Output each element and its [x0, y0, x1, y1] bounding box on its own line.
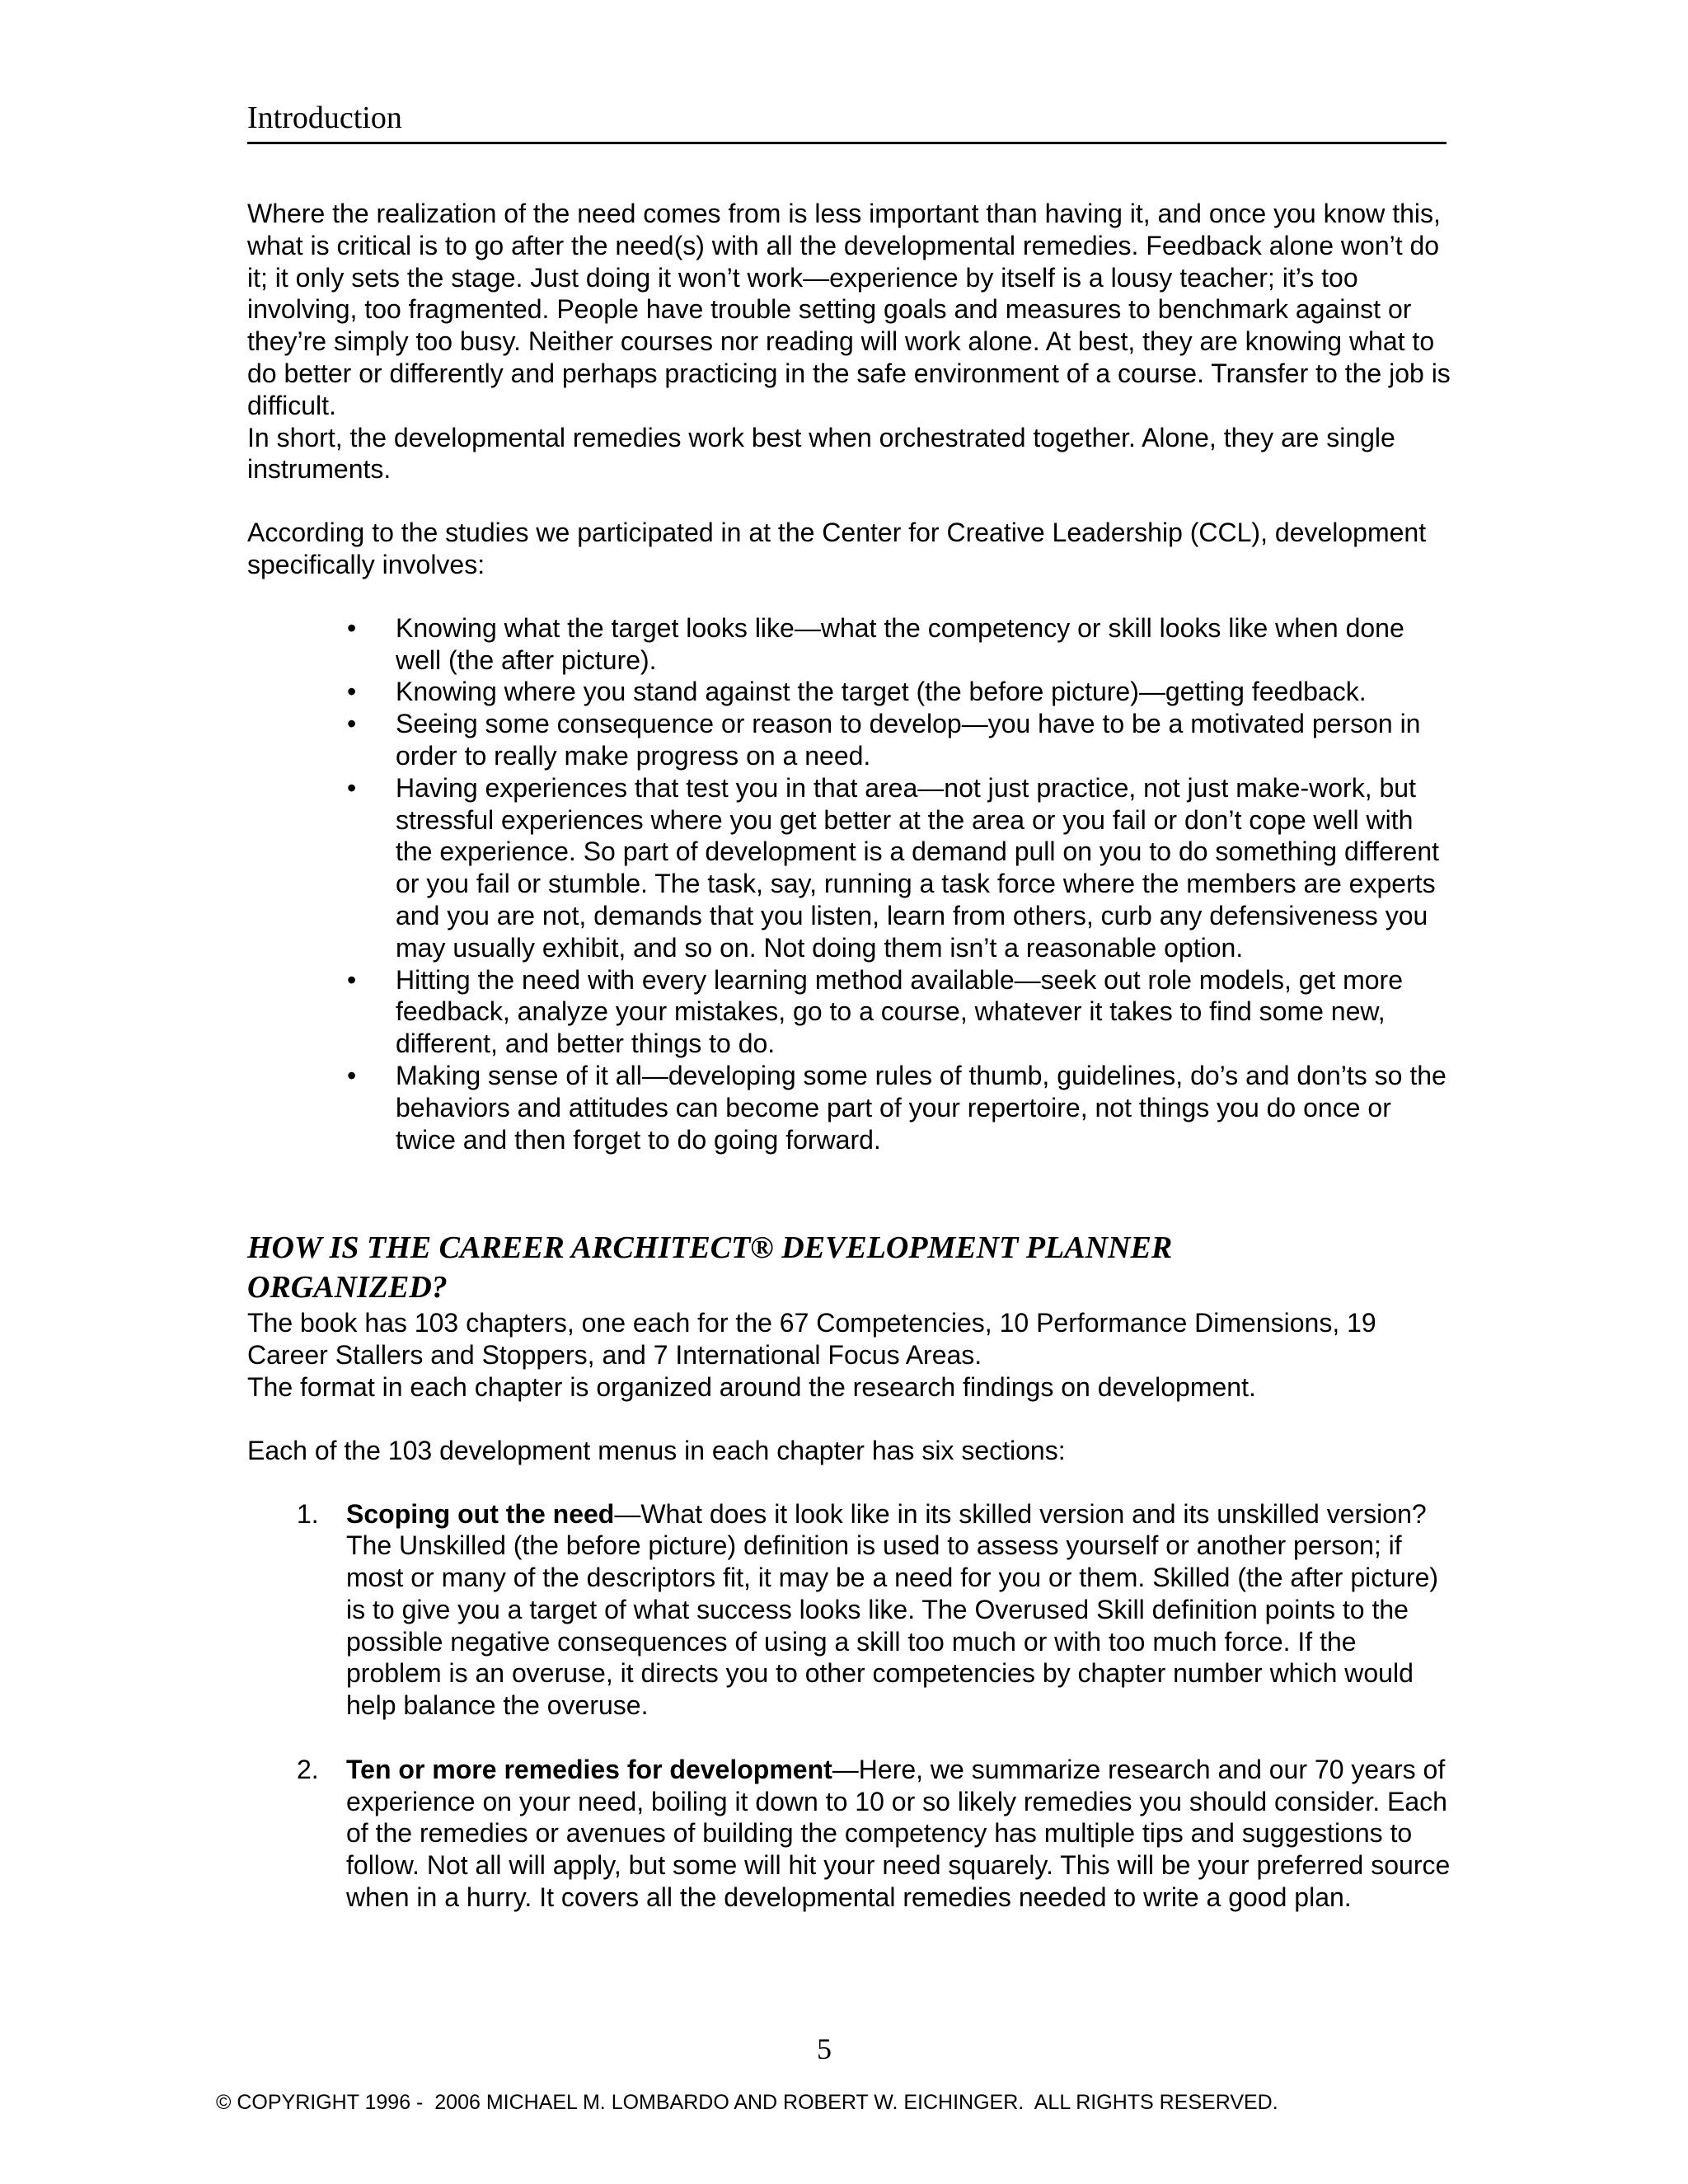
section-paragraph-3: Each of the 103 development menus in each chapter has six sections:: [247, 1435, 1066, 1465]
bullet-text: Having experiences that test you in that area—not just practice, not just make-work, but stressful experiences where you get better at the area or you fail or don’t cope well with the experience. So part of development is a demand pull on you to do something different or you fail or stumble. The task, say, running a task force where the members are experts and you are not, demands that you listen, learn from others, curb any defensiveness you may usually exhibit, and so on. Not doing them isn’t a reasonable option.: [396, 772, 1439, 963]
bullet-item: [247, 676, 1451, 708]
bullet-icon: •: [347, 1060, 357, 1090]
bullet-item: [247, 612, 1451, 677]
intro-paragraph-1: Where the realization of the need comes from is less important than having it, and once you know this, what is critical is to go after the need(s) with all the developmental remedies. Feedback alone won’t do it; it only sets the stage. Just doing it won’t work—experience by itself is a lousy teacher; it’s too involving, too fragmented. People have trouble setting goals and measures to benchmark against or they’re simply too busy. Neither courses nor reading will work alone. At best, they are knowing what to do better or differently and perhaps practicing in the safe environment of a course. Transfer to the job is difficult.: [247, 199, 1451, 420]
copyright-notice: © COPYRIGHT 1996 - 2006 MICHAEL M. LOMBARDO AND ROBERT W. EICHINGER. ALL RIGHTS RESERVED.: [216, 2091, 1278, 2114]
page-body: [247, 198, 1451, 1914]
page-number: 5: [817, 2032, 832, 2065]
numbered-item: [247, 1498, 1451, 1722]
item-title: Ten or more remedies for development: [346, 1754, 832, 1784]
bullet-icon: •: [347, 964, 357, 995]
bullet-item: [247, 1060, 1451, 1155]
bullet-text: Knowing what the target looks like—what the competency or skill looks like when done well (the after picture).: [396, 612, 1404, 675]
bullet-item: [247, 772, 1451, 964]
development-bullet-list: [247, 612, 1451, 1156]
bullet-text: Knowing where you stand against the target (the before picture)—getting feedback.: [396, 677, 1367, 707]
numbered-item: [247, 1754, 1451, 1914]
bullet-icon: •: [347, 612, 357, 643]
bullet-item: [247, 964, 1451, 1060]
item-text: —Here, we summarize research and our 70 years of experience on your need, boiling it down to 10 or so likely remedies you should consider. Each of the remedies or avenues of building the competency has multiple tips and suggestions to follow. Not all will apply, but some will hit your need squarely. This will be your preferred source when in a hurry. It covers all the developmental remedies needed to write a good plan.: [346, 1754, 1451, 1913]
section-paragraph-1: The book has 103 chapters, one each for the 67 Competencies, 10 Performance Dimensions, 19 Career Stallers and Stoppers, and 7 International Focus Areas.: [247, 1308, 1376, 1371]
bullet-item: [247, 708, 1451, 772]
sections-numbered-list: [247, 1498, 1451, 1914]
section-paragraph-2: The format in each chapter is organized around the research findings on development.: [247, 1371, 1256, 1402]
item-number: 2.: [297, 1754, 319, 1784]
bullet-text: Making sense of it all—developing some rules of thumb, guidelines, do’s and don’ts so the behaviors and attitudes can become part of your repertoire, not things you do once or twice and then forget to do going forward.: [396, 1060, 1447, 1155]
item-text: —What does it look like in its skilled version and its unskilled version? The Unskilled (the before picture) definition is used to assess yourself or another person; if most or many of the descriptors fit, it may be a need for you or them. Skilled (the after picture) is to give you a target of what success looks like. The Overused Skill definition points to the possible negative consequences of using a skill too much or with too much force. If the problem is an overuse, it directs you to other competencies by chapter number which would help balance the overuse.: [346, 1498, 1439, 1721]
item-number: 1.: [297, 1498, 319, 1529]
section-heading: HOW IS THE CAREER ARCHITECT® DEVELOPMENT PLANNER ORGANIZED?: [247, 1230, 1173, 1305]
bullet-text: Hitting the need with every learning method available—seek out role models, get more feedback, analyze your mistakes, go to a course, whatever it takes to find some new, different, and better things to do.: [396, 964, 1403, 1059]
page-header: [247, 97, 1447, 144]
bullet-icon: •: [347, 709, 357, 739]
bullet-text: Seeing some consequence or reason to develop—you have to be a motivated person in order to really make progress on a need.: [396, 709, 1421, 771]
bullet-icon: •: [347, 772, 357, 803]
intro-paragraph-2: In short, the developmental remedies work best when orchestrated together. Alone, they are single instruments.: [247, 422, 1395, 485]
intro-paragraph-3: According to the studies we participated in at the Center for Creative Leadership (CCL), development specifically involves:: [247, 518, 1427, 579]
bullet-icon: •: [347, 677, 357, 707]
item-title: Scoping out the need: [346, 1498, 615, 1529]
header-title: Introduction: [247, 101, 402, 135]
